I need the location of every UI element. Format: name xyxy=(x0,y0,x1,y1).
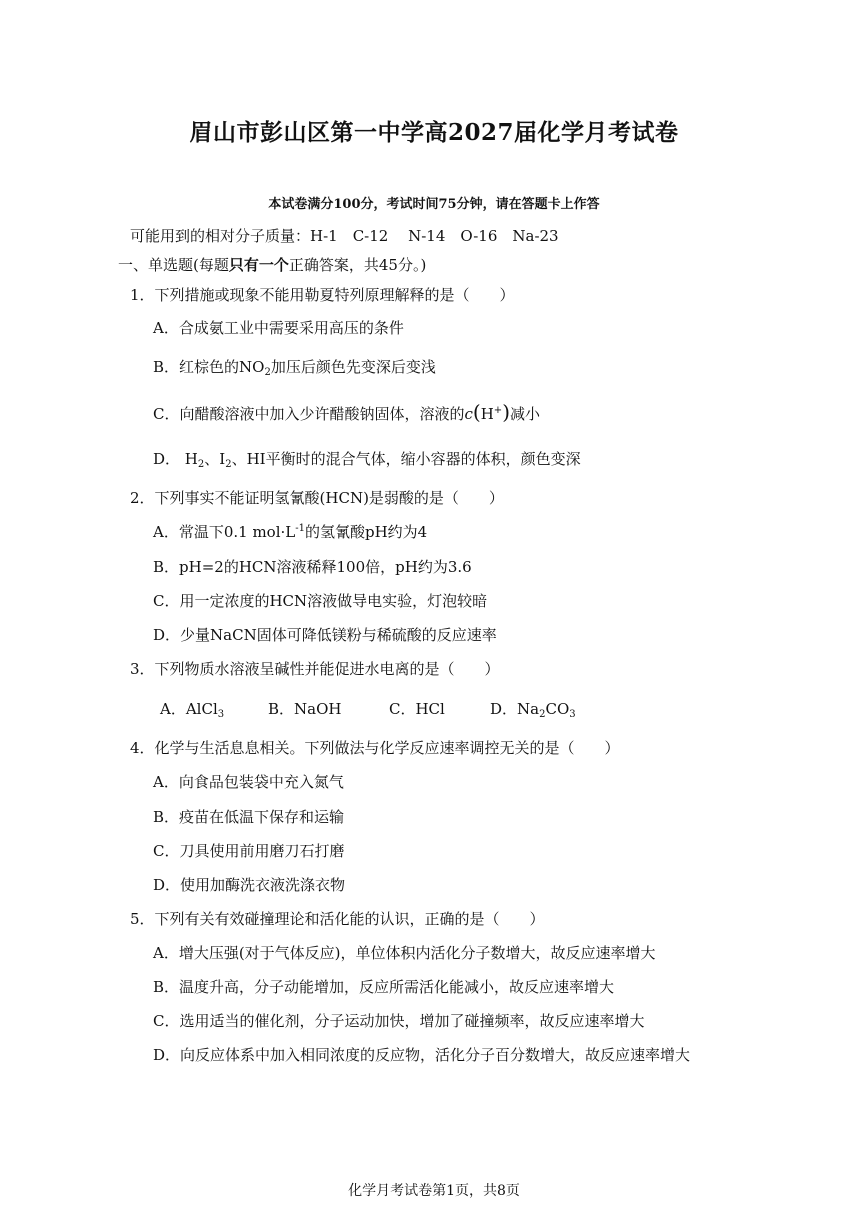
section-heading-bold: 只有一个 xyxy=(228,256,289,274)
question-3-stem: 3．下列物质水溶液呈碱性并能促进水电离的是（ ） xyxy=(130,660,500,678)
question-2-option-c: C．用一定浓度的HCN溶液做导电实验，灯泡较暗 xyxy=(153,592,488,610)
exam-subtitle: 本试卷满分100分，考试时间75分钟，请在答题卡上作答 xyxy=(268,197,600,212)
question-1-option-d: D． $H_2$、$I_2$、HI平衡时的混合气体，缩小容器的体积，颜色变深 xyxy=(153,450,581,470)
question-3-option-a: A．AlCl$_3$ xyxy=(160,700,225,720)
question-3-option-c: C．HCl xyxy=(389,700,445,718)
question-5-option-b: B．温度升高，分子动能增加，反应所需活化能减小，故反应速率增大 xyxy=(153,978,615,996)
page-footer: 化学月考试卷第1页，共8页 xyxy=(348,1183,520,1199)
question-2-option-a: A．常温下0.1 $mol\cdot L^{-1}$的氢氰酸pH约为4 xyxy=(153,523,428,541)
question-1-option-c: C．向醋酸溶液中加入少许醋酸钠固体，溶液的c(H+)减小 xyxy=(153,400,541,424)
relative-mass-line: 可能用到的相对分子质量：H-1 C-12 N-14 O-16 Na-23 xyxy=(130,227,559,245)
question-5-option-d: D．向反应体系中加入相同浓度的反应物，活化分子百分数增大，故反应速率增大 xyxy=(153,1046,691,1064)
question-1-option-a: A．合成氨工业中需要采用高压的条件 xyxy=(153,319,404,337)
question-3-option-b: B．NaOH xyxy=(268,700,342,718)
question-2-option-d: D．少量NaCN固体可降低镁粉与稀硫酸的反应速率 xyxy=(153,626,497,644)
question-1-stem: 1．下列措施或现象不能用勒夏特列原理解释的是（ ） xyxy=(130,286,515,304)
section-heading-start: 一、单选题(每题 xyxy=(118,256,229,274)
question-4-option-d: D．使用加酶洗衣液洗涤衣物 xyxy=(153,876,346,894)
question-5-option-a: A．增大压强(对于气体反应)，单位体积内活化分子数增大，故反应速率增大 xyxy=(153,944,656,962)
question-1-option-b: B．红棕色的$NO_2$加压后颜色先变深后变浅 xyxy=(153,358,436,378)
question-4-option-c: C．刀具使用前用磨刀石打磨 xyxy=(153,842,345,860)
question-2-option-b: B．pH=2的HCN溶液稀释100倍，pH约为3.6 xyxy=(153,558,472,576)
question-3-option-d: D．$Na_2CO_3$ xyxy=(490,700,576,720)
question-2-stem: 2．下列事实不能证明氢氰酸(HCN)是弱酸的是（ ） xyxy=(130,489,504,507)
question-4-stem: 4．化学与生活息息相关。下列做法与化学反应速率调控无关的是（ ） xyxy=(130,739,620,757)
question-4-option-b: B．疫苗在低温下保存和运输 xyxy=(153,808,345,826)
section-heading xyxy=(118,255,426,275)
exam-title: 眉山市彭山区第一中学高2027届化学月考试卷 xyxy=(189,119,679,146)
question-5-option-c: C．选用适当的催化剂，分子运动加快，增加了碰撞频率，故反应速率增大 xyxy=(153,1012,645,1030)
section-heading-end: 正确答案，共45分。) xyxy=(288,256,427,274)
question-4-option-a: A．向食品包装袋中充入氮气 xyxy=(153,773,344,791)
question-5-stem: 5．下列有关有效碰撞理论和活化能的认识，正确的是（ ） xyxy=(130,910,545,928)
